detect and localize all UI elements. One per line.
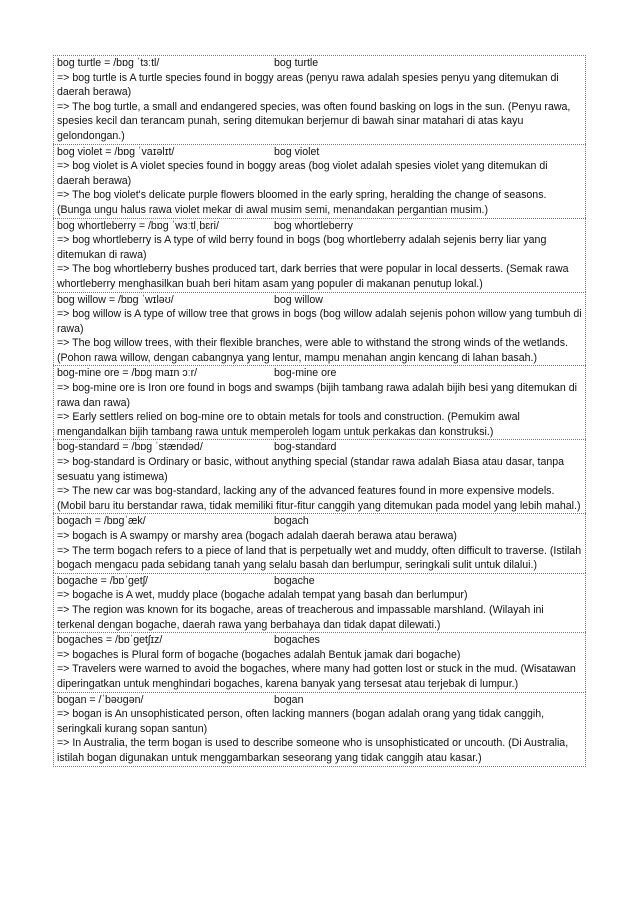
- definition: => bogach is A swampy or marshy area (bogach adalah daerah berawa atau berawa): [57, 530, 457, 542]
- pronunciation: bog whortleberry = /bɒɡ ˈwɜːtlˌbɛri/: [57, 219, 219, 232]
- example: => In Australia, the term bogan is used to describe someone who is unsophisticated or uncouth. (Di Australia, istilah bogan digunakan untuk menggambarkan seseorang yang tidak canggih atau kasar.): [57, 737, 569, 764]
- definition: => bog-standard is Ordinary or basic, without anything special (standar rawa adalah Biasa atau dasar, tanpa sesuatu yang istimewa): [57, 456, 565, 483]
- entry-header: [57, 440, 583, 455]
- vocabulary-sheet: [53, 55, 586, 767]
- headword: bog-standard: [274, 441, 337, 454]
- entry-header: [57, 219, 583, 234]
- vocab-entry: [53, 365, 586, 439]
- entry-header: [57, 293, 583, 308]
- vocab-entry: [53, 632, 586, 691]
- headword: bogaches: [274, 634, 320, 647]
- headword: bog violet: [274, 145, 320, 158]
- vocab-entry: [53, 292, 586, 366]
- vocab-entry: [53, 573, 586, 632]
- example: => The bog violet's delicate purple flowers bloomed in the early spring, heralding the change of seasons. (Bunga ungu halus rawa violet mekar di awal musim semi, menandakan pergantian musim.): [57, 189, 547, 216]
- example: => The new car was bog-standard, lacking any of the advanced features found in more expensive models. (Mobil baru itu berstandar rawa, tidak memiliki fitur-fitur canggih yang ditemukan pada model yang lebih mahal.): [57, 485, 581, 512]
- definition: => bog turtle is A turtle species found in boggy areas (penyu rawa adalah spesies penyu yang ditemukan di daerah berawa): [57, 71, 559, 99]
- headword: bog-mine ore: [274, 367, 337, 380]
- definition: => bog willow is A type of willow tree that grows in bogs (bog willow adalah sejenis pohon willow yang tumbuh di rawa): [57, 308, 582, 335]
- example: => The bog whortleberry bushes produced tart, dark berries that were popular in local desserts. (Semak rawa whortleberry menghasilkan buah beri hitam asam yang populer di makanan penutup lokal.): [57, 263, 569, 290]
- headword: bog whortleberry: [274, 219, 353, 232]
- definition: => bogache is A wet, muddy place (bogache adalah tempat yang basah dan berlumpur): [57, 589, 468, 602]
- definition: => bogaches is Plural form of bogache (bogaches adalah Bentuk jamak dari bogache): [57, 648, 461, 661]
- entry-header: [57, 693, 583, 708]
- vocab-entry: [53, 692, 586, 767]
- definition: => bogan is An unsophisticated person, often lacking manners (bogan adalah orang yang tidak canggih, seringkali kurang sopan santun): [57, 708, 545, 735]
- pronunciation: bogaches = /bɒˈɡetʃɪz/: [57, 634, 163, 647]
- entry-header: [57, 574, 583, 589]
- headword: bog turtle: [274, 57, 319, 69]
- pronunciation: bog violet = /bɒɡ ˈvaɪəlɪt/: [57, 145, 175, 158]
- pronunciation: bogan = /ˈbəʊɡən/: [57, 693, 144, 706]
- headword: bogache: [274, 574, 315, 587]
- headword: bog willow: [274, 293, 323, 306]
- vocab-entry: [53, 218, 586, 292]
- pronunciation: bog-standard = /bɒɡ ˈstændəd/: [57, 441, 203, 454]
- definition: => bog-mine ore is Iron ore found in bogs and swamps (bijih tambang rawa adalah bijih besi yang ditemukan di rawa dan rawa): [57, 382, 577, 409]
- headword: bogach: [274, 515, 309, 528]
- pronunciation: bogach = /bɒɡˈæk/: [57, 515, 146, 528]
- entry-header: [57, 56, 583, 71]
- example: => The term bogach refers to a piece of land that is perpetually wet and muddy, often difficult to traverse. (Istilah bogach mengacu pada sebidang tanah yang selalu basah dan berlumpur, seringkali sulit untuk dilalui.): [57, 544, 582, 572]
- pronunciation: bog-mine ore = /bɒɡ maɪn ɔːr/: [57, 367, 198, 380]
- example: => The bog willow trees, with their flexible branches, were able to withstand the strong winds of the wetlands. (Pohon rawa willow, dengan cabangnya yang lentur, mampu menahan angin kencang di lahan basah.): [57, 337, 568, 364]
- example: => The bog turtle, a small and endangered species, was often found basking on logs in the sun. (Penyu rawa, spesies kecil dan terancam punah, sering ditemukan berjemur di bawah sinar matahari di atas kayu gelondongan.): [57, 100, 571, 142]
- definition: => bog whortleberry is A type of wild berry found in bogs (bog whortleberry adalah sejenis berry liar yang ditemukan di rawa): [57, 234, 547, 261]
- entry-header: [57, 633, 583, 648]
- headword: bogan: [274, 693, 304, 706]
- vocab-entry: [53, 144, 586, 218]
- vocab-entry: [53, 439, 586, 513]
- example: => The region was known for its bogache, areas of treacherous and impassable marshland. (Wilayah ini terkenal dengan bogache, daerah rawa yang berbahaya dan tidak dapat dilewati.): [57, 603, 544, 631]
- vocab-entry: [53, 55, 586, 144]
- example: => Travelers were warned to avoid the bogaches, where many had gotten lost or stuck in the mud. (Wisatawan diperingatkan untuk menghindari bogaches, karena banyak yang tersesat atau terjebak di lumpur.): [57, 663, 576, 690]
- pronunciation: bogache = /bɒˈɡetʃ/: [57, 574, 148, 587]
- example: => Early settlers relied on bog-mine ore to obtain metals for tools and construction. (Pemukim awal mengandalkan bijih tambang rawa untuk memperoleh logam untuk perkakas dan konstruksi.): [57, 411, 520, 438]
- definition: => bog violet is A violet species found in boggy areas (bog violet adalah spesies violet yang ditemukan di daerah berawa): [57, 160, 548, 187]
- vocab-entry: [53, 513, 586, 572]
- pronunciation: bog willow = /bɒɡ ˈwɪləʊ/: [57, 293, 174, 306]
- entry-header: [57, 514, 583, 529]
- entry-header: [57, 366, 583, 381]
- entry-header: [57, 145, 583, 160]
- pronunciation: bog turtle = /bɒɡ ˈtɜːtl/: [57, 57, 160, 69]
